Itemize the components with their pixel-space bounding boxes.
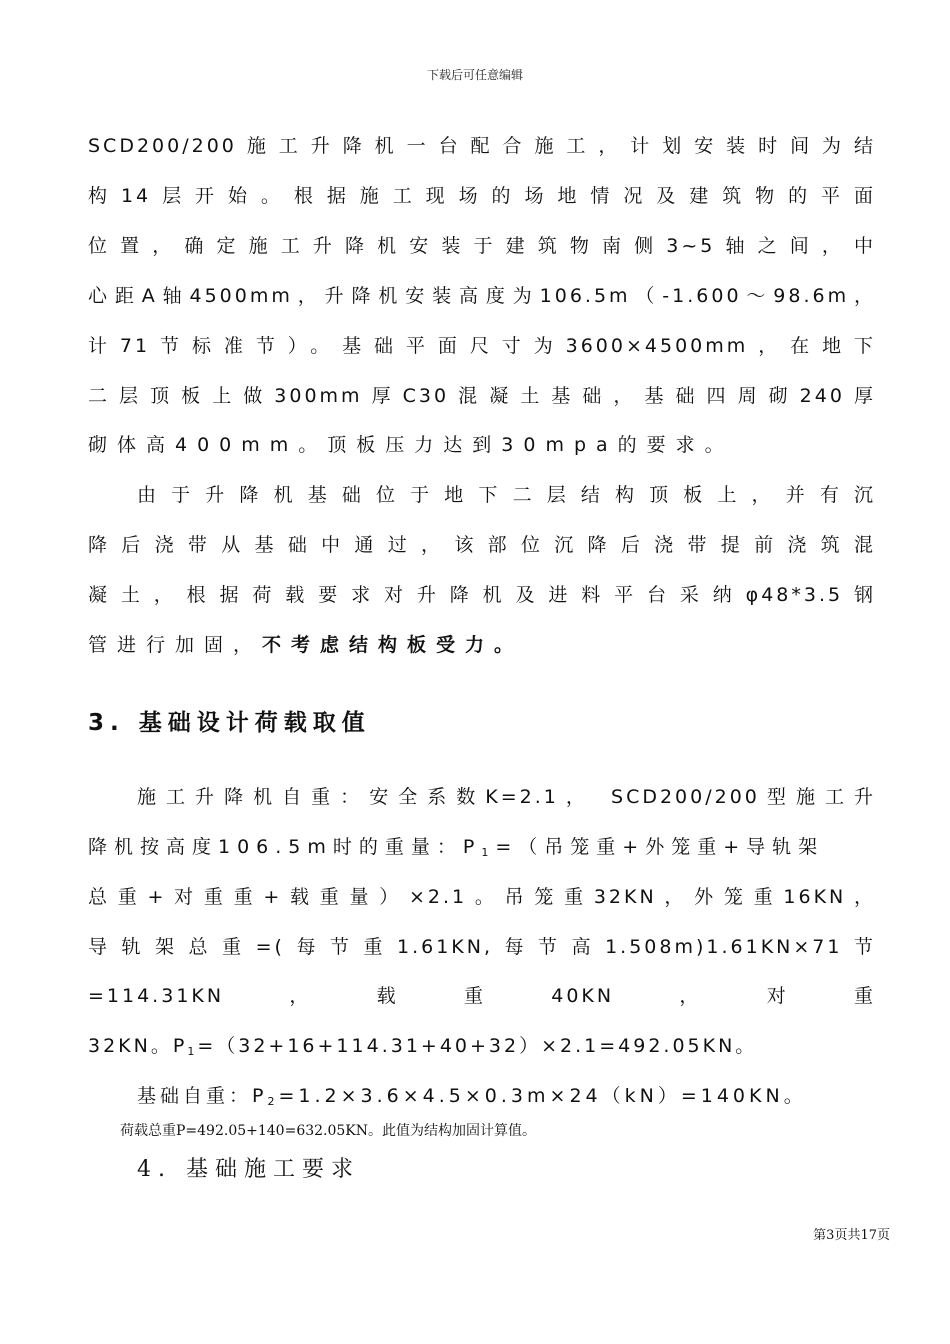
total-load-note: 荷载总重P=492.05+140=632.05KN。此值为结构加固计算值。 [120,1123,537,1139]
para1-line7: 砌体高400mm。顶板压力达到30mpa的要求。 [88,434,734,456]
para2-line1: 由于升降机基础位于地下二层结构顶板上，并有沉 [137,484,876,506]
para1-line1: SCD200/200施工升降机一台配合施工，计划安装时间为结 [88,135,876,157]
para3-line3: 总重+对重重+载重量）×2.1。吊笼重32KN，外笼重16KN， [88,886,876,908]
para2-line4 [88,630,876,660]
para3-line6-sub: 1 [187,1045,198,1058]
para3-line5: =114.31KN，载重40KN，对重 [88,985,876,1007]
para1-line4: 心距A轴4500mm，升降机安装高度为106.5m（-1.600～98.6m， [88,285,876,307]
para1-line6: 二层顶板上做300mm厚C30混凝土基础，基础四周砌240厚 [88,385,876,407]
para1-line2: 构14层开始。根据施工现场的场地情况及建筑物的平面 [88,185,876,207]
para3-line2 [88,832,876,862]
para3-line6-a: 32KN。P [88,1035,188,1057]
section4-title: 4. 基础施工要求 [137,1157,360,1182]
para1-line5: 计71节标准节）。基础平面尺寸为3600×4500mm，在地下 [88,335,876,357]
section3-title: 3. 基础设计荷载取值 [88,710,371,736]
para2-line4-bold: 不考虑结构板受力。 [262,634,524,656]
para4-b: =1.2×3.6×4.5×0.3m×24（kN）=140KN。 [278,1085,807,1107]
para4-line [137,1081,876,1111]
para3-line6 [88,1031,876,1061]
para3-line4: 导轨架总重=(每节重1.61KN,每节高1.508m)1.61KN×71节 [88,936,876,958]
para4-sub: 2 [267,1095,279,1108]
para2-line2: 降后浇带从基础中通过，该部位沉降后浇带提前浇筑混 [88,534,876,556]
para2-line4-normal: 管进行加固， [88,634,263,656]
para3-line2-b: =（吊笼重+外笼重+导轨架 [495,836,825,858]
para3-line1: 施工升降机自重：安全系数K=2.1， SCD200/200型施工升 [137,786,876,808]
para4-a: 基础自重：P [137,1085,268,1107]
page-footer: 第3页共17页 [813,1228,890,1243]
para3-line2-sub: 1 [481,846,496,859]
para3-line6-b: =（32+16+114.31+40+32）×2.1=492.05KN。 [197,1035,758,1057]
para2-line3: 凝土，根据荷载要求对升降机及进料平台采纳φ48*3.5钢 [88,584,876,606]
para3-line2-a: 降机按高度106.5m时的重量：P [88,836,482,858]
page-header: 下载后可任意编辑 [426,68,523,82]
para1-line3: 位置，确定施工升降机安装于建筑物南侧3~5轴之间，中 [88,235,876,257]
